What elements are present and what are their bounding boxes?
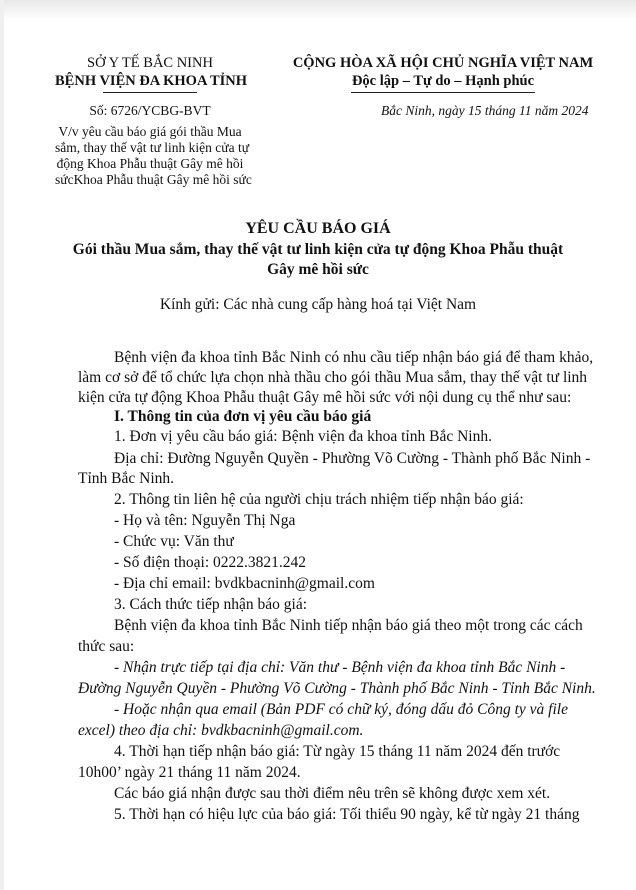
item-2: 2. Thông tin liên hệ của người chịu trách nhiệm tiếp nhận báo giá: (114, 491, 524, 508)
national-motto: Độc lập – Tự do – Hạnh phúc (351, 73, 535, 89)
late-note: Các báo giá nhận được sau thời điểm nêu trên sẽ không được xem xét. (114, 785, 551, 802)
address-line-2: Tỉnh Bắc Ninh. (78, 470, 174, 487)
item-3: 3. Cách thức tiếp nhận báo giá: (114, 596, 308, 613)
document-subtitle-line-2: Gây mê hồi sức (267, 261, 369, 278)
subject-line-3: động Khoa Phẫu thuật Gây mê hồi (56, 156, 244, 171)
contact-phone: - Số điện thoại: 0222.3821.242 (114, 554, 307, 571)
email-receipt-line-2: excel) theo địa chỉ: bvdkbacninh@gmail.com. (78, 722, 364, 739)
contact-name: - Họ và tên: Nguyễn Thị Nga (114, 512, 296, 529)
direct-receipt-line-1: - Nhận trực tiếp tại địa chỉ: Văn thư - Bệnh viện đa khoa tỉnh Bắc Ninh - (114, 659, 566, 676)
hospital-name: BỆNH VIỆN ĐA KHOA TỈNH (55, 73, 248, 89)
scan-shadow-top (0, 0, 636, 20)
address-line-1: Địa chỉ: Đường Nguyễn Quyền - Phường Võ Cường - Thành phố Bắc Ninh - (114, 450, 591, 467)
document-title: YÊU CẦU BÁO GIÁ (245, 220, 391, 237)
section-heading: I. Thông tin của đơn vị yêu cầu báo giá (114, 408, 372, 425)
intro-line-1: Bệnh viện đa khoa tỉnh Bắc Ninh có nhu cầu tiếp nhận báo giá để tham khảo, (114, 349, 594, 366)
scan-shadow-left (0, 0, 4, 890)
recipient: Kính gửi: Các nhà cung cấp hàng hoá tại Việt Nam (159, 296, 477, 313)
document-date: Bắc Ninh, ngày 15 tháng 11 năm 2024 (381, 103, 589, 118)
intro-line-2: làm cơ sở để tổ chức lựa chọn nhà thầu cho gói thầu Mua sắm, thay thế vật tư linh (78, 369, 588, 386)
subject-line-2: sắm, thay thế vật tư linh kiện cửa tự (55, 140, 250, 155)
item-4-line-2: 10h00’ ngày 21 tháng 11 năm 2024. (78, 764, 301, 781)
method-line-2: thức sau: (78, 638, 135, 655)
national-title: CỘNG HÒA XÃ HỘI CHỦ NGHĨA VIỆT NAM (292, 55, 594, 71)
subject-line-1: V/v yêu cầu báo giá gói thầu Mua (58, 124, 242, 139)
method-line-1: Bệnh viện đa khoa tỉnh Bắc Ninh tiếp nhận báo giá theo một trong các cách (114, 617, 583, 634)
document-number: Số: 6726/YCBG-BVT (89, 103, 211, 118)
email-receipt-line-1: - Hoặc nhận qua email (Bản PDF có chữ ký, đóng dấu đỏ Công ty và file (114, 701, 568, 718)
agency-name: SỞ Y TẾ BẮC NINH (87, 55, 213, 71)
left-underline (103, 92, 197, 93)
contact-role: - Chức vụ: Văn thư (114, 533, 234, 550)
item-4-line-1: 4. Thời hạn tiếp nhận báo giá: Từ ngày 15 tháng 11 năm 2024 đến trước (114, 743, 561, 760)
right-underline (351, 92, 535, 93)
contact-email: - Địa chỉ email: bvdkbacninh@gmail.com (114, 575, 375, 592)
document-subtitle-line-1: Gói thầu Mua sắm, thay thế vật tư linh kiện cửa tự động Khoa Phẫu thuật (72, 241, 564, 258)
item-5-line-1: 5. Thời hạn có hiệu lực của báo giá: Tối thiểu 90 ngày, kể từ ngày 21 tháng (114, 806, 580, 823)
intro-line-3: kiện cửa tự động Khoa Phẫu thuật Gây mê hồi sức với nội dung cụ thể như sau: (78, 389, 572, 406)
item-1: 1. Đơn vị yêu cầu báo giá: Bệnh viện đa khoa tỉnh Bắc Ninh. (114, 428, 492, 445)
direct-receipt-line-2: Đường Nguyễn Quyền - Phường Võ Cường - Thành phố Bắc Ninh - Tỉnh Bắc Ninh. (78, 680, 596, 697)
subject-line-4: sứcKhoa Phẫu thuật Gây mê hồi sức (55, 172, 252, 187)
